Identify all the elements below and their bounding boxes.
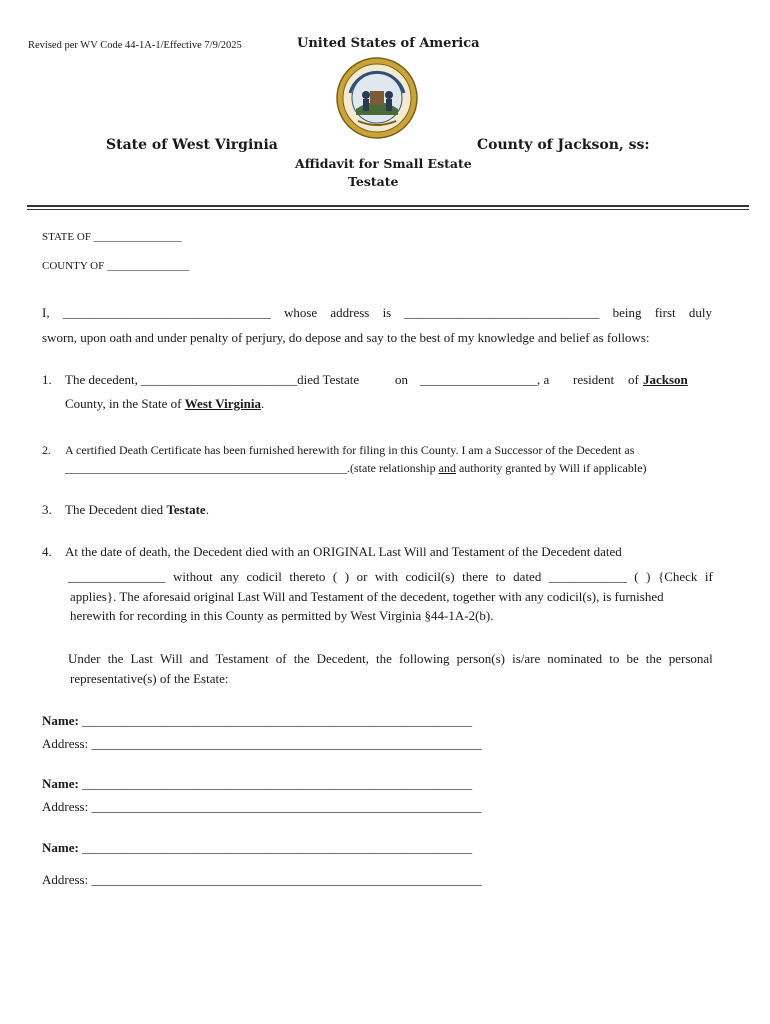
- divider-bottom: [27, 209, 749, 210]
- item-4-line-2-word: any: [220, 569, 239, 584]
- nominee-intro-word: Last: [130, 651, 153, 666]
- document-subtitle: Testate: [348, 174, 399, 189]
- item-4-line-2-word: dated: [513, 569, 542, 584]
- county-of-field[interactable]: COUNTY OF _______________: [42, 260, 190, 272]
- item-2-line-2[interactable]: _______________________________________________.(state relationship and authority granted by Will if applicable): [65, 461, 647, 475]
- item-1-date[interactable]: __________________, a: [420, 372, 550, 387]
- nominee-intro-word: Testament: [215, 651, 269, 666]
- nominee-intro-word: the: [107, 651, 124, 666]
- nominee-intro-word: be: [626, 651, 639, 666]
- item-4-line-1: At the date of death, the Decedent died with an ORIGINAL Last Will and Testament of the Decedent dated: [65, 544, 622, 559]
- item-1-resident: resident: [573, 372, 615, 387]
- intro-word[interactable]: ________________________________: [62, 305, 271, 320]
- item-4-line-2-word: to: [495, 569, 506, 584]
- nominee-intro-word: personal: [668, 651, 713, 666]
- nominee-intro-word: to: [609, 651, 620, 666]
- item-4-line-2-word: with: [374, 569, 399, 584]
- nominee-intro-line: [68, 651, 713, 667]
- divider-top: [27, 205, 749, 207]
- item-4-line-2-word: or: [356, 569, 368, 584]
- state-heading: State of West Virginia: [106, 137, 278, 153]
- nominee-3-address[interactable]: Address: ____________________________________________________________: [42, 872, 482, 887]
- item-4-line-2-word: if: [704, 569, 713, 584]
- intro-word[interactable]: ______________________________: [404, 305, 600, 320]
- nominee-intro-word: following: [399, 651, 450, 666]
- item-4-line-2-word: codicil: [246, 569, 282, 584]
- revision-note: Revised per WV Code 44-1A-1/Effective 7/9/2025: [28, 40, 242, 51]
- nominee-intro-word: Decedent,: [316, 651, 369, 666]
- item-3-text: The Decedent died Testate.: [65, 502, 209, 517]
- item-4-line-2-word: {Check: [657, 569, 698, 584]
- document-title: Affidavit for Small Estate: [295, 156, 472, 171]
- state-seal-icon: [336, 57, 418, 139]
- item-1-number: 1.: [42, 372, 52, 387]
- item-2-line-1: A certified Death Certificate has been furnished herewith for filing in this County. I am a Successor of the Decedent as: [65, 443, 635, 457]
- item-4-line-2-word: without: [172, 569, 213, 584]
- item-2-number: 2.: [42, 443, 51, 457]
- state-of-field[interactable]: STATE OF ________________: [42, 231, 182, 243]
- item-4-line-2-word: (: [332, 569, 338, 584]
- nominee-intro-word: and: [189, 651, 209, 666]
- item-4-line-2-word: there: [462, 569, 489, 584]
- nominee-2-address[interactable]: Address: ____________________________________________________________: [42, 799, 482, 814]
- nominee-intro-word: person(s): [456, 651, 506, 666]
- nominee-intro-word: the: [376, 651, 392, 666]
- intro-word: is: [382, 305, 392, 320]
- intro-word: being: [612, 305, 642, 320]
- nominee-3-name[interactable]: Name: ____________________________________________________________: [42, 840, 473, 855]
- intro-line-2: sworn, upon oath and under penalty of perjury, do depose and say to the best of my knowledge and belief as follows:: [42, 330, 650, 345]
- intro-line: [42, 305, 712, 321]
- country-heading: United States of America: [297, 36, 480, 51]
- nominee-intro-word: the: [293, 651, 310, 666]
- item-4-line-2-word[interactable]: ____________: [548, 569, 627, 584]
- nominee-intro-word: nominated: [547, 651, 603, 666]
- item-1-of: of: [628, 372, 639, 387]
- nominee-intro-word: Under: [68, 651, 101, 666]
- intro-word: whose: [283, 305, 318, 320]
- intro-word: address: [330, 305, 370, 320]
- nominee-2-name[interactable]: Name: ____________________________________________________________: [42, 776, 473, 791]
- item-4-line-2-word[interactable]: _______________: [68, 569, 166, 584]
- intro-word: duly: [688, 305, 712, 320]
- item-1-on: on: [395, 372, 408, 387]
- item-4-line-2-word: codicil(s): [405, 569, 455, 584]
- nominee-intro-word: the: [645, 651, 662, 666]
- item-3-number: 3.: [42, 502, 52, 517]
- item-4-line-2-word: thereto: [289, 569, 326, 584]
- nominee-1-address[interactable]: Address: ____________________________________________________________: [42, 736, 482, 751]
- intro-word: first: [654, 305, 676, 320]
- item-1-county-name: Jackson: [643, 372, 688, 387]
- item-4-line-3: applies}. The aforesaid original Last Will and Testament of the decedent, together with any codicil(s), is furnished: [70, 589, 664, 604]
- item-4-number: 4.: [42, 544, 52, 559]
- nominee-intro-word: is/are: [512, 651, 541, 666]
- item-4-line-4: herewith for recording in this County as permitted by West Virginia §44-1A-2(b).: [70, 608, 494, 623]
- item-1-decedent[interactable]: The decedent, ________________________died Testate: [65, 372, 360, 387]
- item-1-line-2: County, in the State of West Virginia.: [65, 396, 265, 411]
- intro-word: I,: [42, 305, 50, 320]
- item-4-line-2-word: (: [634, 569, 639, 584]
- nominee-1-name[interactable]: Name: ____________________________________________________________: [42, 713, 473, 728]
- nominee-intro-word: of: [275, 651, 287, 666]
- item-4-line-2-word: ): [344, 569, 350, 584]
- item-4-line-2: [68, 569, 713, 585]
- item-4-line-2-word: ): [646, 569, 651, 584]
- county-heading: County of Jackson, ss:: [477, 137, 650, 153]
- nominee-intro-line-2: representative(s) of the Estate:: [70, 671, 229, 686]
- nominee-intro-word: Will: [159, 651, 183, 666]
